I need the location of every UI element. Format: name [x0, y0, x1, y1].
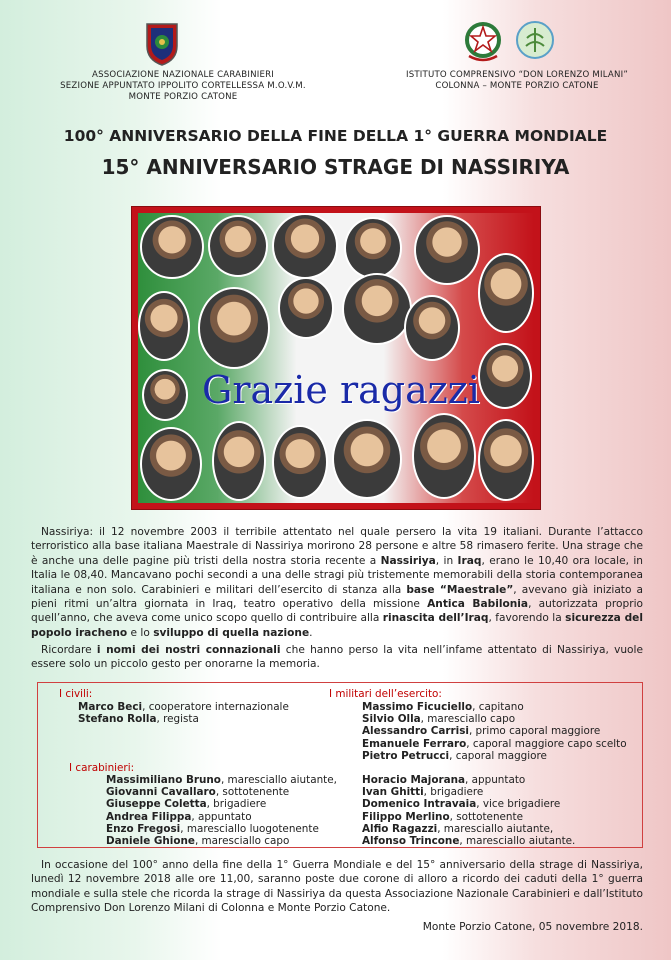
carabinieri-association-logo — [143, 20, 181, 66]
title-line-2: 15° ANNIVERSARIO STRAGE DI NASSIRIYA — [101, 155, 570, 179]
victim-role: , maresciallo capo — [420, 713, 516, 726]
emphasis-text: base “Maestrale” — [406, 583, 514, 596]
letterhead — [0, 18, 671, 108]
portrait — [412, 413, 476, 499]
victim-role: , sottotenente — [449, 810, 523, 823]
victim-role: , caporal maggiore — [449, 749, 547, 762]
victim-entry — [362, 835, 575, 847]
carabinieri-list-2 — [362, 774, 575, 847]
portrait — [142, 369, 188, 421]
portrait — [414, 215, 480, 285]
emphasis-text: Iraq — [457, 554, 482, 567]
portrait — [404, 295, 460, 361]
victim-entry — [362, 713, 627, 725]
victim-name: Daniele Ghione — [106, 835, 195, 848]
victim-entry — [362, 738, 627, 750]
victim-role: , maresciallo aiutante, — [220, 774, 337, 786]
victim-name: Filippo Merlino — [362, 810, 450, 823]
portrait — [208, 215, 268, 277]
body-text: , favorendo la — [488, 612, 566, 625]
victim-role: , appuntato — [465, 774, 526, 786]
emphasis-text: Antica Babilonia — [427, 598, 529, 611]
body-text: . — [309, 626, 313, 639]
ceremony-paragraph: In occasione del 100° anno della fine della 1° Guerra Mondiale e del 15° anniversario della strage di Nassiriya, lunedì 12 novembre 2018 alle ore 11,00, saranno poste due corone di alloro a ricordo dei caduti della 1° guerra mondiale e sulla stele che ricorda la strage di Nassiriya da questa Associazione Nazionale Carabinieri e dall’Istituto Comprensivo Don Lorenzo Milani di Colonna e Monte Porzio Catone. — [31, 859, 643, 915]
portrait — [272, 425, 328, 499]
victim-name: Enzo Fregosi — [106, 822, 181, 835]
portrait — [212, 421, 266, 501]
remembrance-paragraph — [31, 643, 643, 672]
victim-entry — [362, 823, 575, 835]
emphasis-text: sviluppo di quella nazione — [153, 626, 310, 639]
victim-entry — [362, 750, 627, 762]
tribute-photo-collage — [131, 206, 541, 510]
victim-role: , maresciallo aiutante, — [437, 822, 554, 835]
body-text: , avevano già iniziato a pieni ritmi un’altra giornata in Iraq, teatro operativo della missione — [31, 583, 643, 611]
emphasis-text: rinascita dell’Iraq — [382, 612, 489, 625]
victim-role: , brigadiere — [206, 798, 267, 811]
emphasis-text: i nomi dei nostri connazionali — [96, 644, 281, 656]
school-logo — [515, 20, 555, 60]
victim-role: , capitano — [472, 701, 524, 713]
body-text: che hanno perso la vita nell’infame attentato di Nassiriya, vuole essere solo un piccolo gesto per onorarne la memoria. — [31, 644, 643, 671]
victim-name: Alessandro Carrisi — [362, 725, 469, 738]
victim-role: , caporal maggiore capo scelto — [466, 737, 627, 750]
portrait — [478, 343, 532, 409]
victim-name: Horacio Majorana — [362, 774, 466, 786]
portrait — [272, 213, 338, 279]
photo-caption: Grazie ragazzi — [202, 368, 480, 412]
intro-paragraph — [31, 525, 643, 640]
portrait — [478, 419, 534, 501]
body-text: Nassiriya: il 12 novembre 2003 il terribile attentato nel quale persero la vita 19 italiani. Durante l’attacco terroristico alla base italiana Maestrale di Nassiriya morirono 28 persone e altre 58 rimasero ferite. Una strage che è anche una delle pagine più tristi della nostra storia recente a — [31, 526, 643, 567]
victim-role: , maresciallo luogotenente — [180, 822, 319, 835]
portrait — [198, 287, 270, 369]
portrait — [342, 273, 412, 345]
victim-entry — [362, 725, 627, 737]
army-list — [362, 701, 627, 762]
victim-role: , brigadiere — [423, 786, 484, 799]
victim-entry — [78, 701, 289, 713]
victim-name: Giuseppe Coletta — [106, 798, 207, 811]
victim-role: , vice brigadiere — [476, 798, 561, 811]
victim-entry — [106, 823, 337, 835]
victim-name: Stefano Rolla — [78, 713, 157, 726]
victim-entry — [362, 701, 627, 713]
victim-role: , cooperatore internazionale — [142, 701, 289, 713]
association-name: ASSOCIAZIONE NAZIONALE CARABINIERI SEZIONE APPUNTATO IPPOLITO CORTELLESSA M.O.V.M. MONTE PORZIO CATONE — [60, 70, 306, 102]
emphasis-text: sicurezza del popolo iracheno — [31, 612, 643, 639]
date-line: Monte Porzio Catone, 05 novembre 2018. — [422, 921, 643, 933]
victim-entry — [362, 774, 575, 786]
body-text: , autorizzata proprio quell’anno, che aveva come unico scopo quello di contribuire alla — [31, 598, 643, 625]
portrait — [332, 419, 402, 499]
title-line-1: 100° ANNIVERSARIO DELLA FINE DELLA 1° GUERRA MONDIALE — [63, 127, 608, 145]
victim-entry — [362, 798, 575, 810]
body-text: Ricordare — [41, 644, 97, 656]
body-text: , in — [435, 554, 458, 567]
portrait — [138, 291, 190, 361]
civilians-heading: I civili: — [59, 688, 93, 700]
victim-entry — [362, 811, 575, 823]
victims-list-box — [37, 682, 643, 848]
victim-name: Alfonso Trincone — [362, 835, 460, 848]
victim-role: , sottotenente — [215, 786, 290, 799]
civilians-list — [78, 701, 289, 725]
victim-name: Domenico Intravaia — [362, 798, 477, 811]
victim-name: Pietro Petrucci — [362, 749, 450, 762]
victim-name: Andrea Filippa — [106, 810, 192, 823]
carabinieri-heading: I carabinieri: — [69, 762, 135, 774]
victim-name: Emanuele Ferraro — [362, 737, 467, 750]
victim-name: Giovanni Cavallaro — [106, 786, 216, 799]
victim-entry — [106, 774, 337, 786]
victim-entry — [362, 786, 575, 798]
victim-name: Alfio Ragazzi — [362, 822, 438, 835]
body-text: , erano le 10,40 ora locale, in Italia le 08,40. Mancavano pochi secondi a una delle stragi più tristemente memorabili della storia contemporanea italiana e non solo. Carabinieri e militari dell’esercito di stanza alla — [31, 554, 643, 596]
portrait — [140, 215, 204, 279]
portrait — [344, 217, 402, 279]
portrait — [140, 427, 202, 501]
army-heading: I militari dell’esercito: — [329, 688, 442, 700]
victim-entry — [78, 713, 289, 725]
emphasis-text: Nassiriya — [380, 554, 436, 567]
victim-role: , regista — [156, 713, 199, 726]
victim-name: Massimiliano Bruno — [106, 774, 221, 786]
victim-name: Silvio Olla — [362, 713, 421, 726]
victim-name: Ivan Ghitti — [362, 786, 424, 799]
italian-republic-emblem — [463, 20, 503, 62]
victim-entry — [106, 786, 337, 798]
victim-entry — [106, 835, 337, 847]
victim-name: Massimo Ficuciello — [362, 701, 473, 713]
carabinieri-list — [106, 774, 337, 847]
body-text: e lo — [127, 626, 154, 639]
school-name: ISTITUTO COMPRENSIVO “DON LORENZO MILANI” COLONNA – MONTE PORZIO CATONE — [405, 70, 629, 91]
portrait — [278, 277, 334, 339]
portrait — [478, 253, 534, 333]
victim-role: , maresciallo aiutante. — [459, 835, 576, 848]
victim-role: , maresciallo capo — [194, 835, 290, 848]
victim-entry — [106, 798, 337, 810]
victim-role: , appuntato — [191, 810, 252, 823]
victim-role: , primo caporal maggiore — [468, 725, 601, 738]
victim-name: Marco Beci — [78, 701, 143, 713]
victim-entry — [106, 811, 337, 823]
